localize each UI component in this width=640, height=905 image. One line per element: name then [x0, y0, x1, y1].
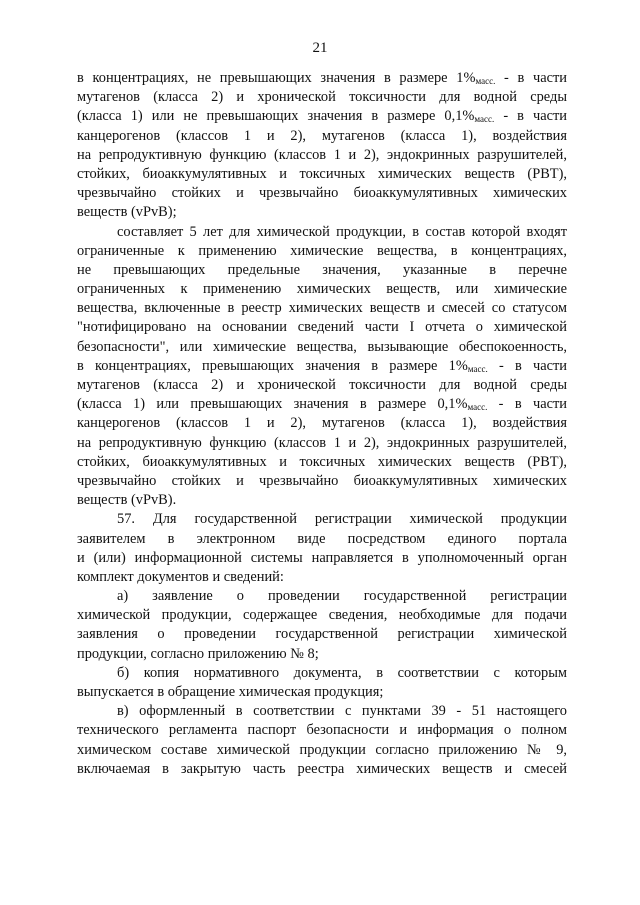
- line-text: включаемая в закрытую часть реестра химических веществ и смесей: [77, 760, 567, 777]
- mass-subscript: масс.: [467, 402, 488, 413]
- text-line: [77, 741, 567, 760]
- line-text: чрезвычайно стойких и чрезвычайно биоаккумулятивных химических: [77, 185, 567, 202]
- line-text: ограниченных к применению химических веществ, или химические: [77, 281, 567, 298]
- line-text: на репродуктивную функцию (классов 1 и 2), эндокринных разрушителей,: [77, 434, 567, 451]
- line-text: химической продукции, содержащее сведения, необходимые для подачи: [77, 607, 567, 624]
- mass-subscript: масс.: [475, 76, 496, 86]
- line-text: химическом составе химической продукции согласно приложению № 9,: [77, 741, 567, 758]
- line-text: чрезвычайно стойких и чрезвычайно биоаккумулятивных химических: [77, 472, 567, 489]
- line-text: на репродуктивную функцию (классов 1 и 2), эндокринных разрушителей,: [77, 146, 567, 163]
- line-text-after: - в части: [495, 70, 567, 86]
- text-line: [77, 434, 567, 453]
- mass-subscript: масс.: [467, 363, 488, 374]
- text-line: [77, 299, 567, 318]
- text-line: [77, 414, 567, 433]
- text-line: [77, 107, 567, 126]
- body-text: [77, 69, 567, 779]
- text-line: [77, 530, 567, 549]
- line-text: безопасности", или химические вещества, вызывающие обеспокоенность,: [77, 338, 567, 355]
- text-line: [77, 702, 567, 721]
- text-line: [77, 146, 567, 165]
- line-text: технического регламента паспорт безопасности и информация о полном: [77, 722, 567, 739]
- text-line: [77, 395, 567, 414]
- page-number: 21: [312, 40, 328, 56]
- text-line: [77, 338, 567, 357]
- text-line: [77, 606, 567, 625]
- line-text: веществ (vPvB).: [77, 492, 177, 509]
- text-line: [77, 203, 567, 222]
- text-line: [77, 760, 567, 779]
- mass-subscript: масс.: [474, 114, 495, 125]
- text-line: [77, 491, 567, 510]
- text-line: [77, 721, 567, 740]
- line-text: вещества, включенные в реестр химических веществ и смесей со статусом: [77, 300, 567, 317]
- line-text-after: - в части: [487, 396, 567, 413]
- line-text-after: - в части: [494, 108, 567, 125]
- text-line: [77, 472, 567, 491]
- line-text: "нотифицировано на основании сведений части I отчета о химической: [77, 319, 567, 336]
- text-line: [77, 376, 567, 395]
- text-line: [77, 69, 567, 88]
- line-text: канцерогенов (классов 1 и 2), мутагенов (класса 1), воздействия: [77, 415, 567, 432]
- line-text: составляет 5 лет для химической продукции, в состав которой входят: [117, 223, 567, 240]
- line-text: заявления о проведении государственной регистрации химической: [77, 626, 567, 643]
- text-line: [77, 318, 567, 337]
- text-line: [77, 587, 567, 606]
- text-line: [77, 683, 567, 702]
- line-text: продукции, согласно приложению № 8;: [77, 645, 319, 662]
- line-text: (класса 1) или превышающих значения в размере 0,1%: [77, 396, 468, 413]
- text-line: [77, 165, 567, 184]
- line-text-after: - в части: [487, 357, 567, 374]
- text-line: [77, 664, 567, 683]
- text-line: [77, 261, 567, 280]
- line-text: в концентрациях, превышающих значения в размере 1%: [77, 357, 468, 374]
- text-line: [77, 568, 567, 587]
- line-text: канцерогенов (классов 1 и 2), мутагенов (класса 1), воздействия: [77, 127, 567, 144]
- line-text: 57. Для государственной регистрации химической продукции: [117, 511, 567, 528]
- text-line: [77, 280, 567, 299]
- line-text: комплект документов и сведений:: [77, 568, 284, 585]
- line-text: заявителем в электронном виде посредством единого портала: [77, 530, 567, 547]
- line-text: и (или) информационной системы направляется в уполномоченный орган: [77, 549, 567, 566]
- line-text: выпускается в обращение химическая продукция;: [77, 684, 384, 700]
- text-line: [77, 223, 567, 242]
- text-line: [77, 625, 567, 644]
- line-text: веществ (vPvB);: [77, 204, 177, 221]
- text-line: [77, 453, 567, 472]
- line-text: ограниченные к применению химические вещества, в концентрациях,: [77, 242, 567, 259]
- line-text: в концентрациях, не превышающих значения в размере 1%: [77, 70, 476, 86]
- line-text: мутагенов (класса 2) и хронической токсичности для водной среды: [77, 89, 567, 106]
- text-line: [77, 127, 567, 146]
- line-text: не превышающих предельные значения, указанные в перечне: [77, 261, 567, 278]
- line-text: б) копия нормативного документа, в соответствии с которым: [117, 664, 567, 681]
- text-line: [77, 510, 567, 529]
- line-text: (класса 1) или не превышающих значения в размере 0,1%: [77, 108, 475, 125]
- text-line: [77, 549, 567, 568]
- line-text: стойких, биоаккумулятивных и токсичных химических веществ (PBT),: [77, 165, 567, 182]
- line-text: а) заявление о проведении государственной регистрации: [117, 588, 567, 605]
- line-text: в) оформленный в соответствии с пунктами 39 - 51 настоящего: [117, 703, 567, 720]
- text-line: [77, 645, 567, 664]
- text-line: [77, 88, 567, 107]
- text-line: [77, 357, 567, 376]
- text-line: [77, 184, 567, 203]
- line-text: стойких, биоаккумулятивных и токсичных химических веществ (PBT),: [77, 453, 567, 470]
- text-line: [77, 242, 567, 261]
- line-text: мутагенов (класса 2) и хронической токсичности для водной среды: [77, 377, 567, 393]
